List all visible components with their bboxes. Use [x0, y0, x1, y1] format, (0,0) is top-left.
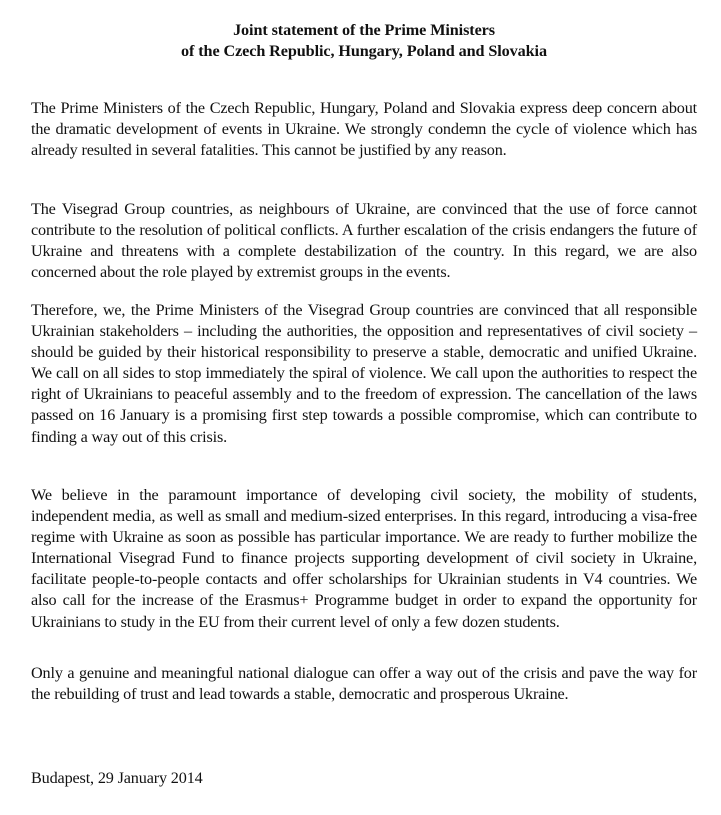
- paragraph-2: The Visegrad Group countries, as neighbours of Ukraine, are convinced that the use of force cannot contribute to the resolution of political conflicts. A further escalation of the crisis endangers the future of Ukraine and threatens with a complete destabilization of the country. In this regard, we are also concerned about the role played by extremist groups in the events.: [31, 200, 697, 282]
- title-line-2: of the Czech Republic, Hungary, Poland and Slovakia: [181, 42, 547, 60]
- paragraph-3: Therefore, we, the Prime Ministers of the Visegrad Group countries are convinced that all responsible Ukrainian stakeholders – including the authorities, the opposition and representatives of civil society – should be guided by their historical responsibility to preserve a stable, democratic and unified Ukraine. We call on all sides to stop immediately the spiral of violence. We call upon the authorities to respect the right of Ukrainians to peaceful assembly and to the freedom of expression. The cancellation of the laws passed on 16 January is a promising first step towards a possible compromise, which can contribute to finding a way out of this crisis.: [31, 301, 697, 446]
- place-and-date: Budapest, 29 January 2014: [31, 769, 203, 787]
- paragraph-1: The Prime Ministers of the Czech Republic, Hungary, Poland and Slovakia express deep concern about the dramatic development of events in Ukraine. We strongly condemn the cycle of violence which has already resulted in several fatalities. This cannot be justified by any reason.: [31, 99, 697, 160]
- paragraph-5: Only a genuine and meaningful national dialogue can offer a way out of the crisis and pave the way for the rebuilding of trust and lead towards a stable, democratic and prosperous Ukraine.: [31, 664, 697, 704]
- paragraph-4: We believe in the paramount importance of developing civil society, the mobility of students, independent media, as well as small and medium-sized enterprises. In this regard, introducing a visa-free regime with Ukraine as soon as possible has particular importance. We are ready to further mobilize the International Visegrad Fund to finance projects supporting development of civil society in Ukraine, facilitate people-to-people contacts and offer scholarships for Ukrainian students in V4 countries. We also call for the increase of the Erasmus+ Programme budget in order to expand the opportunity for Ukrainians to study in the EU from their current level of only a few dozen students.: [31, 486, 697, 631]
- document-title: [31, 20, 697, 62]
- title-line-1: Joint statement of the Prime Ministers: [233, 21, 495, 39]
